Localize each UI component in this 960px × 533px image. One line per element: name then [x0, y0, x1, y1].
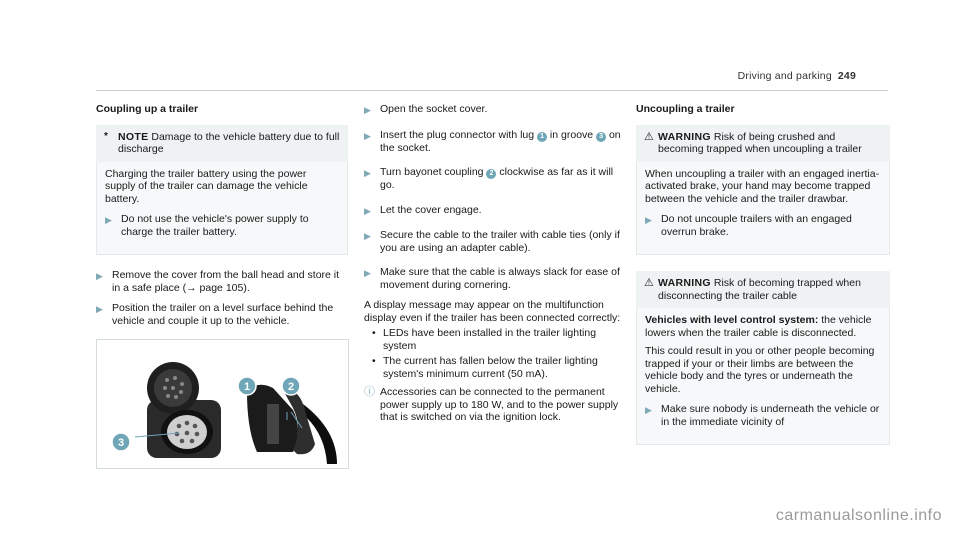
list-item: • LEDs have been installed in the trailer lighting system — [372, 327, 597, 352]
step-secure-cable: ▶ Secure the cable to the trailer with cable ties (only if you are using an adapter cable). — [364, 229, 620, 254]
step-remove-cover: ▶ Remove the cover from the ball head and store it in a safe place (→ page 105). — [96, 269, 340, 294]
warning-text-2: This could result in you or other people becoming trapped if your or their limbs are between the vehicle body and the tyres or underneath the vehicle. — [645, 345, 875, 395]
step-cable-slack: ▶ Make sure that the cable is always slack for ease of movement during cornering. — [364, 266, 620, 291]
note-box — [96, 125, 348, 256]
uncoupling-heading: Uncoupling a trailer — [636, 103, 735, 115]
coupling-steps — [364, 103, 626, 291]
arrow-icon: ▶ — [96, 304, 103, 314]
arrow-icon: ▶ — [96, 271, 103, 281]
column-left — [96, 103, 348, 469]
warning-title: Risk of being crushed and becoming trapped when uncoupling a trailer — [658, 130, 862, 155]
socket-illustration — [96, 339, 349, 469]
badge-3: 3 — [596, 132, 606, 142]
warning-title: Risk of becoming trapped when disconnecting the trailer cable — [658, 277, 861, 302]
list-item: • The current has fallen below the trailer lighting system's minimum current (50 mA). — [372, 355, 598, 380]
header-divider — [96, 90, 888, 91]
note-icon: * — [104, 130, 108, 142]
warning-text: When uncoupling a trailer with an engaged inertia-activated brake, your hand may become trapped between the vehicle and the trailer drawbar. — [645, 167, 880, 205]
warning-triangle-icon: ⚠ — [644, 130, 654, 143]
note-step: ▶ Do not use the vehicle's power supply to charge the trailer battery. — [105, 213, 309, 238]
warning-label: WARNING — [658, 277, 711, 289]
callout-1 — [238, 377, 256, 395]
page-number: 249 — [837, 70, 856, 82]
svg-text:1: 1 — [243, 381, 251, 393]
display-message-paragraph: A display message may appear on the multifunction display even if the trailer has been connected correctly: — [364, 299, 621, 324]
step-turn-bayonet: ▶ Turn bayonet coupling 2 clockwise as far as it will go. — [364, 166, 614, 191]
note-text: Charging the trailer battery using the power supply of the trailer can damage the vehicle battery. — [105, 167, 308, 205]
callout-3 — [112, 433, 130, 451]
step-insert-plug: ▶ Insert the plug connector with lug 1 in groove 3 on the socket. — [364, 128, 621, 154]
column-right — [636, 103, 890, 461]
arrow-icon: ▶ — [364, 231, 371, 241]
coupling-heading: Coupling up a trailer — [96, 103, 199, 115]
arrow-icon: ▶ — [364, 205, 371, 216]
arrow-icon: ▶ — [364, 105, 371, 115]
page-header — [738, 70, 856, 82]
note-label: NOTE — [118, 130, 149, 143]
arrow-icon: ▶ — [645, 215, 652, 225]
step-open-cover: ▶ Open the socket cover. — [364, 103, 488, 115]
arrow-icon: ▶ — [364, 268, 371, 278]
note-body — [96, 162, 348, 256]
arrow-icon: ▶ — [364, 168, 371, 178]
arrow-icon: ▶ — [105, 215, 112, 225]
section-title: Driving and parking — [737, 70, 832, 82]
warning-box-cable — [636, 271, 890, 445]
watermark: carmanualsonline.info — [775, 507, 942, 524]
info-icon: ⓘ — [364, 386, 375, 398]
warning-step: ▶ Make sure nobody is underneath the vehicle or in the immediate vicinity of — [645, 403, 880, 428]
warning-triangle-icon: ⚠ — [644, 277, 654, 289]
socket-drawing — [97, 340, 348, 468]
warning-box-crush — [636, 125, 890, 256]
svg-text:3: 3 — [117, 437, 125, 449]
warning-text: Vehicles with level control system: the vehicle lowers when the trailer cable is disconnected. — [645, 314, 872, 339]
arrow-icon: ▶ — [364, 130, 371, 141]
warning-step: ▶ Do not uncouple trailers with an engaged overrun brake. — [645, 213, 852, 238]
callout-2 — [282, 377, 300, 395]
note-title: Damage to the vehicle battery due to full discharge — [118, 130, 340, 155]
info-note: ⓘ Accessories can be connected to the permanent power supply up to 180 W, and to the power supply that is switched on via the ignition lock. — [364, 386, 619, 423]
badge-1: 1 — [537, 132, 547, 142]
warning-label: WARNING — [658, 130, 711, 143]
svg-text:2: 2 — [287, 381, 295, 393]
badge-2: 2 — [486, 169, 496, 179]
step-position-trailer: ▶ Position the trailer on a level surface behind the vehicle and couple it up to the vehicle. — [96, 302, 334, 327]
arrow-icon: ▶ — [645, 405, 652, 415]
step-cover-engage: ▶ Let the cover engage. — [364, 203, 482, 216]
note-header — [96, 125, 348, 162]
column-middle — [364, 103, 626, 424]
